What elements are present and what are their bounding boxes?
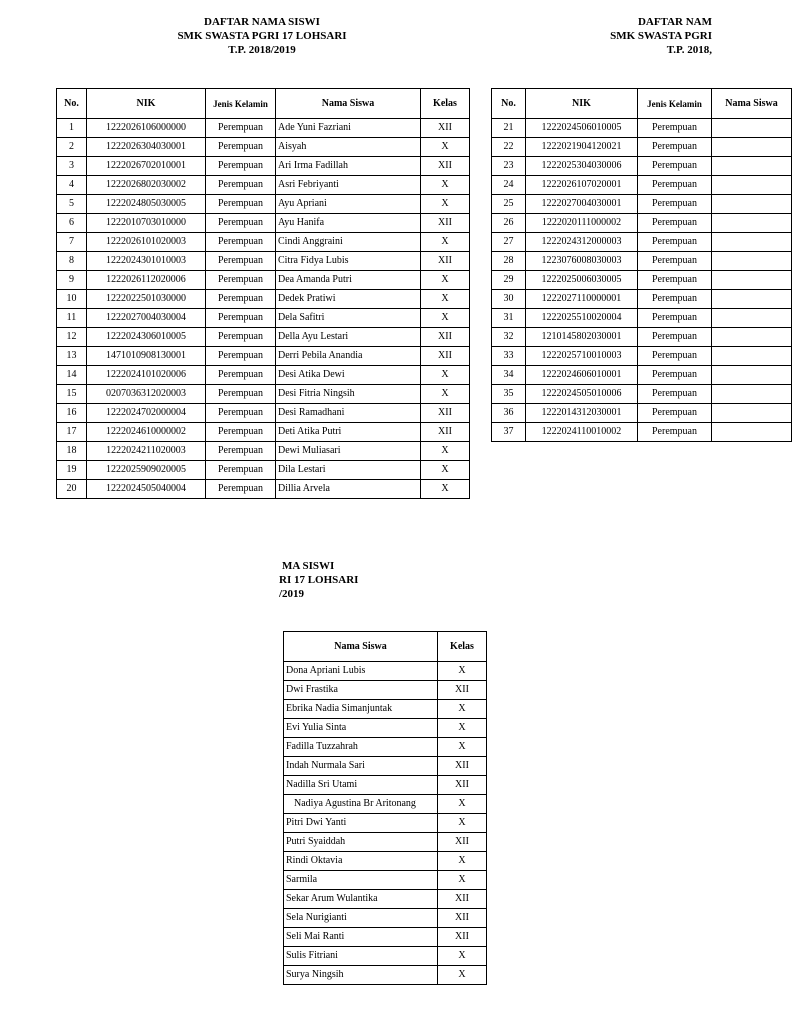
cell-nik: 1222021904120021 (526, 138, 638, 157)
cell-gender: Perempuan (638, 157, 712, 176)
table-row (57, 138, 470, 157)
cell-name (712, 328, 792, 347)
cell-name (712, 252, 792, 271)
cell-no: 34 (492, 366, 526, 385)
cell-class: XII (421, 214, 470, 233)
col-nik: NIK (87, 89, 206, 119)
cell-nik: 1222020111000002 (526, 214, 638, 233)
cell-no: 32 (492, 328, 526, 347)
header-title: MA SISWI (282, 560, 335, 572)
cell-gender: Perempuan (638, 309, 712, 328)
cell-class: X (421, 366, 470, 385)
cell-gender: Perempuan (638, 290, 712, 309)
cell-gender: Perempuan (638, 214, 712, 233)
col-class: Kelas (421, 89, 470, 119)
cell-gender: Perempuan (206, 157, 276, 176)
cell-name (712, 176, 792, 195)
cell-name: Cindi Anggraini (276, 233, 421, 252)
cell-name (712, 290, 792, 309)
col-gender: Jenis Kelamin (638, 89, 712, 119)
cell-nik: 1222025006030005 (526, 271, 638, 290)
cell-name: Dedek Pratiwi (276, 290, 421, 309)
table-row (284, 776, 487, 795)
cell-class: X (438, 795, 487, 814)
cell-class: XII (438, 909, 487, 928)
cell-name (712, 423, 792, 442)
table-row (57, 480, 470, 499)
cell-class: X (421, 442, 470, 461)
cell-name (712, 233, 792, 252)
cell-class: XII (421, 328, 470, 347)
table-row (492, 176, 792, 195)
cell-gender: Perempuan (206, 385, 276, 404)
cell-no: 1 (57, 119, 87, 138)
cell-name: Sekar Arum Wulantika (284, 890, 438, 909)
table-row (57, 385, 470, 404)
header-school: SMK SWASTA PGRI (610, 30, 712, 42)
cell-class: X (438, 871, 487, 890)
cell-class: X (421, 195, 470, 214)
cell-nik: 1222026107020001 (526, 176, 638, 195)
cell-class: X (438, 852, 487, 871)
cell-name (712, 195, 792, 214)
table-row (492, 347, 792, 366)
cell-name: Sarmila (284, 871, 438, 890)
cell-name: Desi Ramadhani (276, 404, 421, 423)
cell-gender: Perempuan (638, 195, 712, 214)
table-row (284, 928, 487, 947)
cell-class: XII (421, 404, 470, 423)
cell-nik: 1222024312000003 (526, 233, 638, 252)
cell-nik: 1222024506010005 (526, 119, 638, 138)
table-row (492, 328, 792, 347)
cell-nik: 1223076008030003 (526, 252, 638, 271)
cell-name: Fadilla Tuzzahrah (284, 738, 438, 757)
col-class: Kelas (438, 632, 487, 662)
table-row (284, 947, 487, 966)
cell-nik: 1222025710010003 (526, 347, 638, 366)
cell-nik: 1222024505010006 (526, 385, 638, 404)
table-row (284, 814, 487, 833)
cell-nik: 1222024110010002 (526, 423, 638, 442)
header-year: /2019 (279, 588, 305, 600)
cell-class: XII (438, 833, 487, 852)
table-row (57, 214, 470, 233)
cell-nik: 1471010908130001 (87, 347, 206, 366)
col-no: No. (492, 89, 526, 119)
cell-gender: Perempuan (206, 442, 276, 461)
cell-name (712, 385, 792, 404)
cell-class: X (438, 814, 487, 833)
table-row (284, 871, 487, 890)
cell-gender: Perempuan (206, 328, 276, 347)
cell-gender: Perempuan (206, 233, 276, 252)
cell-gender: Perempuan (638, 119, 712, 138)
cell-no: 3 (57, 157, 87, 176)
cell-class: X (421, 233, 470, 252)
cell-no: 25 (492, 195, 526, 214)
cell-gender: Perempuan (638, 138, 712, 157)
cell-name (712, 404, 792, 423)
cell-no: 35 (492, 385, 526, 404)
cell-gender: Perempuan (206, 347, 276, 366)
col-no: No. (57, 89, 87, 119)
header-year: T.P. 2018/2019 (228, 44, 296, 56)
cell-gender: Perempuan (206, 366, 276, 385)
header-year: T.P. 2018, (666, 44, 712, 56)
cell-no: 15 (57, 385, 87, 404)
cell-gender: Perempuan (638, 233, 712, 252)
table-row (284, 795, 487, 814)
table-header-row (57, 89, 470, 119)
cell-class: XII (438, 776, 487, 795)
table-row (284, 719, 487, 738)
cell-no: 29 (492, 271, 526, 290)
cell-gender: Perempuan (638, 404, 712, 423)
cell-no: 11 (57, 309, 87, 328)
cell-gender: Perempuan (206, 423, 276, 442)
cell-name: Sela Nurigianti (284, 909, 438, 928)
cell-no: 17 (57, 423, 87, 442)
cell-class: X (421, 385, 470, 404)
cell-nik: 1222026112020006 (87, 271, 206, 290)
cell-no: 20 (57, 480, 87, 499)
cell-name: Dea Amanda Putri (276, 271, 421, 290)
table-row (284, 700, 487, 719)
cell-name: Desi Atika Dewi (276, 366, 421, 385)
cell-nik: 1222026802030002 (87, 176, 206, 195)
cell-class: XII (421, 119, 470, 138)
cell-class: XII (438, 890, 487, 909)
cell-no: 19 (57, 461, 87, 480)
table-row (57, 309, 470, 328)
cell-class: X (438, 947, 487, 966)
cell-class: XII (438, 757, 487, 776)
document-header-right (600, 15, 712, 59)
student-table-3 (283, 631, 487, 985)
cell-gender: Perempuan (206, 195, 276, 214)
cell-no: 33 (492, 347, 526, 366)
table-row (57, 252, 470, 271)
table-row (492, 119, 792, 138)
cell-class: X (438, 719, 487, 738)
col-name: Nama Siswa (276, 89, 421, 119)
cell-name: Aisyah (276, 138, 421, 157)
cell-nik: 1222024306010005 (87, 328, 206, 347)
table-row (57, 271, 470, 290)
col-gender: Jenis Kelamin (206, 89, 276, 119)
table-row (492, 138, 792, 157)
cell-name: Deti Atika Putri (276, 423, 421, 442)
student-table-1 (56, 88, 470, 499)
cell-name: Nadiya Agustina Br Aritonang (284, 795, 438, 814)
cell-no: 14 (57, 366, 87, 385)
table-row (284, 681, 487, 700)
cell-name (712, 347, 792, 366)
table-row (57, 328, 470, 347)
cell-nik: 1222026304030001 (87, 138, 206, 157)
table-row (284, 757, 487, 776)
cell-nik: 1222024301010003 (87, 252, 206, 271)
cell-name: Dela Safitri (276, 309, 421, 328)
cell-gender: Perempuan (206, 138, 276, 157)
cell-class: XII (421, 423, 470, 442)
cell-gender: Perempuan (206, 480, 276, 499)
cell-gender: Perempuan (206, 404, 276, 423)
cell-class: X (421, 138, 470, 157)
table-row (492, 309, 792, 328)
cell-nik: 1222026702010001 (87, 157, 206, 176)
cell-nik: 0207036312020003 (87, 385, 206, 404)
cell-name: Dila Lestari (276, 461, 421, 480)
cell-nik: 1222027110000001 (526, 290, 638, 309)
student-table-2 (491, 88, 792, 442)
cell-name: Nadilla Sri Utami (284, 776, 438, 795)
cell-name: Dillia Arvela (276, 480, 421, 499)
cell-nik: 1222010703010000 (87, 214, 206, 233)
cell-no: 23 (492, 157, 526, 176)
cell-name (712, 138, 792, 157)
cell-no: 22 (492, 138, 526, 157)
cell-gender: Perempuan (638, 252, 712, 271)
cell-no: 8 (57, 252, 87, 271)
cell-nik: 1222026106000000 (87, 119, 206, 138)
cell-class: X (438, 966, 487, 985)
cell-no: 10 (57, 290, 87, 309)
table-row (57, 461, 470, 480)
cell-no: 12 (57, 328, 87, 347)
cell-name (712, 157, 792, 176)
cell-nik: 1222025510020004 (526, 309, 638, 328)
cell-gender: Perempuan (638, 423, 712, 442)
cell-name: Rindi Oktavia (284, 852, 438, 871)
cell-no: 13 (57, 347, 87, 366)
cell-gender: Perempuan (206, 214, 276, 233)
table-row (284, 833, 487, 852)
cell-gender: Perempuan (638, 347, 712, 366)
cell-no: 6 (57, 214, 87, 233)
cell-no: 37 (492, 423, 526, 442)
table-row (284, 966, 487, 985)
table-row (492, 195, 792, 214)
table-row (492, 214, 792, 233)
table-row (492, 233, 792, 252)
cell-nik: 1222024606010001 (526, 366, 638, 385)
table-row (284, 909, 487, 928)
cell-no: 16 (57, 404, 87, 423)
cell-nik: 1222025304030006 (526, 157, 638, 176)
cell-nik: 1222022501030000 (87, 290, 206, 309)
cell-gender: Perempuan (206, 176, 276, 195)
table-row (284, 662, 487, 681)
table-row (57, 347, 470, 366)
cell-name: Evi Yulia Sinta (284, 719, 438, 738)
cell-name: Surya Ningsih (284, 966, 438, 985)
cell-gender: Perempuan (206, 309, 276, 328)
cell-name (712, 119, 792, 138)
table-row (284, 852, 487, 871)
col-name: Nama Siswa (712, 89, 792, 119)
table-row (492, 366, 792, 385)
cell-gender: Perempuan (638, 366, 712, 385)
table-row (492, 157, 792, 176)
cell-no: 4 (57, 176, 87, 195)
table-row (492, 385, 792, 404)
table-row (57, 423, 470, 442)
cell-no: 7 (57, 233, 87, 252)
cell-nik: 1222024505040004 (87, 480, 206, 499)
cell-name: Citra Fidya Lubis (276, 252, 421, 271)
table-row (57, 195, 470, 214)
table-row (57, 442, 470, 461)
cell-no: 30 (492, 290, 526, 309)
cell-name: Dwi Frastika (284, 681, 438, 700)
table-row (492, 271, 792, 290)
col-nik: NIK (526, 89, 638, 119)
cell-name: Putri Syaiddah (284, 833, 438, 852)
table-row (284, 890, 487, 909)
cell-gender: Perempuan (638, 176, 712, 195)
cell-name: Sulis Fitriani (284, 947, 438, 966)
cell-name: Asri Febriyanti (276, 176, 421, 195)
cell-gender: Perempuan (206, 119, 276, 138)
cell-no: 9 (57, 271, 87, 290)
table-row (492, 252, 792, 271)
header-title: DAFTAR NAMA SISWI (204, 16, 320, 28)
table-row (284, 738, 487, 757)
cell-name: Derri Pebila Anandia (276, 347, 421, 366)
cell-name: Indah Nurmala Sari (284, 757, 438, 776)
cell-nik: 1222025909020005 (87, 461, 206, 480)
table-row (57, 119, 470, 138)
cell-gender: Perempuan (638, 385, 712, 404)
table-row (57, 290, 470, 309)
cell-name: Ade Yuni Fazriani (276, 119, 421, 138)
table-row (492, 290, 792, 309)
cell-nik: 1222027004030004 (87, 309, 206, 328)
cell-nik: 1222024702000004 (87, 404, 206, 423)
header-school: RI 17 LOHSARI (279, 574, 359, 586)
table-row (57, 233, 470, 252)
table-row (492, 404, 792, 423)
cell-class: XII (438, 928, 487, 947)
cell-class: X (438, 700, 487, 719)
cell-class: X (421, 271, 470, 290)
col-name: Nama Siswa (284, 632, 438, 662)
cell-class: X (421, 480, 470, 499)
cell-name: Ari Irma Fadillah (276, 157, 421, 176)
cell-nik: 1210145802030001 (526, 328, 638, 347)
cell-no: 18 (57, 442, 87, 461)
cell-gender: Perempuan (638, 271, 712, 290)
cell-gender: Perempuan (638, 328, 712, 347)
cell-no: 36 (492, 404, 526, 423)
cell-no: 24 (492, 176, 526, 195)
cell-nik: 1222024101020006 (87, 366, 206, 385)
cell-gender: Perempuan (206, 461, 276, 480)
cell-name (712, 214, 792, 233)
cell-nik: 1222024610000002 (87, 423, 206, 442)
cell-gender: Perempuan (206, 252, 276, 271)
table-header-row (284, 632, 487, 662)
cell-no: 31 (492, 309, 526, 328)
cell-gender: Perempuan (206, 271, 276, 290)
cell-nik: 1222026101020003 (87, 233, 206, 252)
cell-name (712, 309, 792, 328)
cell-class: X (421, 176, 470, 195)
cell-gender: Perempuan (206, 290, 276, 309)
cell-no: 27 (492, 233, 526, 252)
table-row (57, 157, 470, 176)
cell-class: X (438, 738, 487, 757)
table-row (57, 366, 470, 385)
document-header (162, 15, 362, 57)
document-header-bottom (270, 559, 390, 601)
cell-no: 2 (57, 138, 87, 157)
cell-class: X (438, 662, 487, 681)
cell-name: Ebrika Nadia Simanjuntak (284, 700, 438, 719)
cell-name: Seli Mai Ranti (284, 928, 438, 947)
table-row (57, 404, 470, 423)
cell-name (712, 271, 792, 290)
cell-name: Dona Apriani Lubis (284, 662, 438, 681)
cell-nik: 1222027004030001 (526, 195, 638, 214)
header-school: SMK SWASTA PGRI 17 LOHSARI (177, 30, 347, 42)
cell-no: 26 (492, 214, 526, 233)
cell-name: Ayu Hanifa (276, 214, 421, 233)
cell-class: X (421, 309, 470, 328)
cell-name: Desi Fitria Ningsih (276, 385, 421, 404)
cell-class: XII (438, 681, 487, 700)
table-row (492, 423, 792, 442)
cell-name: Pitri Dwi Yanti (284, 814, 438, 833)
cell-no: 5 (57, 195, 87, 214)
cell-nik: 1222014312030001 (526, 404, 638, 423)
cell-class: XII (421, 157, 470, 176)
cell-no: 28 (492, 252, 526, 271)
cell-class: XII (421, 252, 470, 271)
table-row (57, 176, 470, 195)
cell-nik: 1222024211020003 (87, 442, 206, 461)
cell-nik: 1222024805030005 (87, 195, 206, 214)
cell-name: Dewi Muliasari (276, 442, 421, 461)
header-title: DAFTAR NAM (637, 16, 712, 28)
student-table-2-wrapper (491, 88, 778, 448)
cell-name: Ayu Apriani (276, 195, 421, 214)
cell-class: XII (421, 347, 470, 366)
cell-class: X (421, 290, 470, 309)
cell-no: 21 (492, 119, 526, 138)
cell-name: Della Ayu Lestari (276, 328, 421, 347)
cell-class: X (421, 461, 470, 480)
cell-name (712, 366, 792, 385)
table-header-row (492, 89, 792, 119)
